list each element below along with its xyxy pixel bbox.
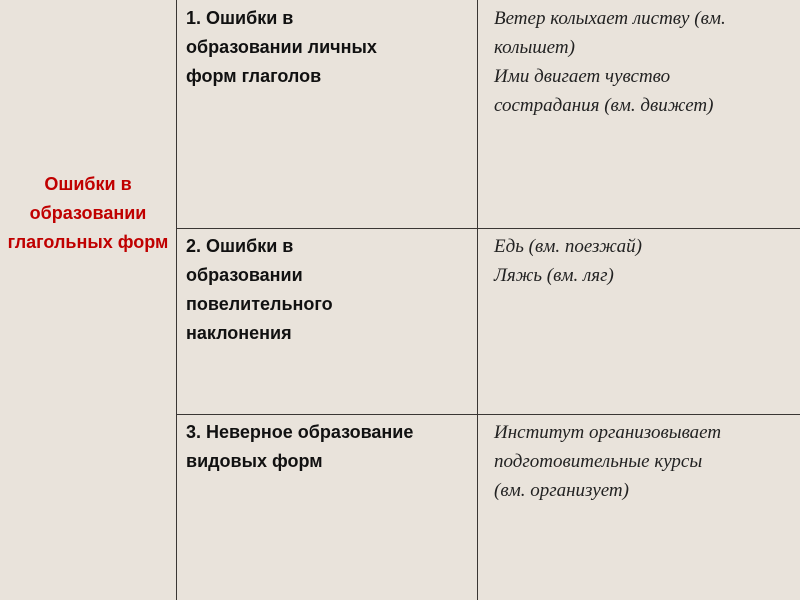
error-type-cell: 1. Ошибки в образовании личных форм глаголов — [186, 8, 377, 86]
example-cell: Ветер колыхает листву (вм. колышет) Ими двигает чувство сострадания (вм. движет) — [494, 8, 726, 116]
error-type-cell: 3. Неверное образование видовых форм — [186, 422, 414, 471]
category-cell: Ошибки в образовании глагольных форм — [7, 174, 169, 252]
row-divider-2 — [176, 414, 800, 415]
example-cell: Едь (вм. поезжай) Ляжь (вм. ляг) — [494, 236, 642, 286]
column-divider-right — [477, 0, 478, 600]
example-cell: Институт организовывает подготовительные курсы (вм. организует) — [494, 422, 722, 501]
error-type-cell: 2. Ошибки в образовании повелительного наклонения — [186, 236, 333, 343]
column-divider-left — [176, 0, 177, 600]
row-divider-1 — [176, 228, 800, 229]
